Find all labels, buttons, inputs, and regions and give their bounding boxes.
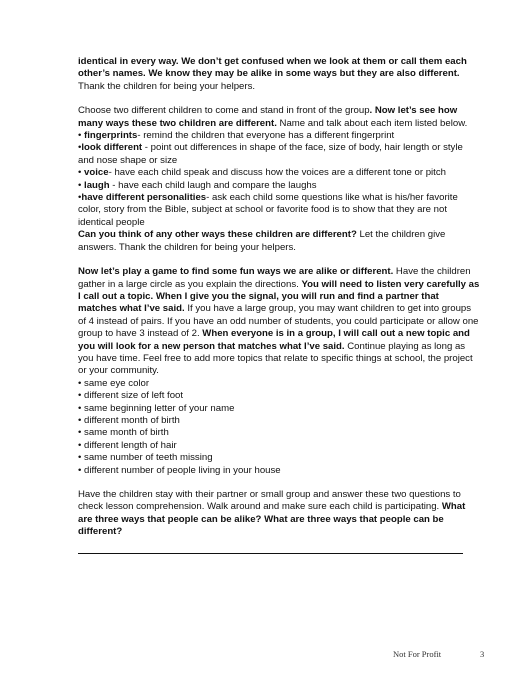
document-body — [78, 56, 480, 539]
paragraph-differences — [78, 105, 480, 130]
game-text-2: If you have a large group, you may want children to get into groups of 4 instead of pairs. If you have an odd number of students, you could participate or allow one group to have 3 instead of 2. — [78, 303, 479, 340]
paragraph-question — [78, 229, 480, 254]
topic-item: • same number of teeth missing — [78, 452, 213, 464]
list-item-desc: - have each child speak and discuss how the voices are a different tone or pitch — [108, 167, 446, 179]
question-text: Let the children give answers. Thank the children for being your helpers. — [78, 229, 446, 253]
list-item-desc: - point out differences in shape of the face, size of body, hair length or style and nose shape or size — [78, 142, 463, 166]
list-item — [78, 142, 480, 167]
bullet: • — [78, 192, 82, 204]
list-item-term: have different personalities — [81, 192, 207, 204]
comprehension-bold: What are three ways that people can be alike? What are three ways that people can be different? — [78, 501, 466, 538]
page-number: 3 — [480, 649, 485, 659]
list-item-desc: - remind the children that everyone has a different fingerprint — [137, 130, 395, 142]
game-text-1: Have the children gather in a large circle as you explain the directions. — [78, 266, 471, 290]
list-item — [78, 180, 480, 192]
bullet: • — [78, 167, 85, 179]
paragraph-intro — [78, 56, 480, 93]
list-item-desc: - have each child laugh and compare the laughs — [109, 179, 317, 191]
intro-bold-text: identical in every way. We don’t get confused when we look at them or call them each other’s names. We know they may be alike in some ways but they are also different. — [78, 56, 467, 80]
list-item-term: laugh — [84, 179, 110, 191]
differences-text-2: Name and talk about each item listed below. — [276, 117, 468, 129]
list-item — [78, 192, 480, 229]
bullet: • — [78, 179, 85, 191]
differences-bold-1: . Now let’s see how many ways these two children are different. — [78, 105, 458, 129]
list-item-desc: - ask each child some questions like what is his/her favorite color, story from the Bible, subject at school or favorite food is to show that they are not identical people — [78, 192, 458, 228]
topic-item: • different length of hair — [78, 439, 177, 451]
bullet: • — [78, 142, 82, 154]
footer-text: Not For Profit — [393, 649, 442, 659]
topic-item: • same eye color — [78, 377, 150, 389]
list-item-term: look different — [81, 142, 143, 154]
paragraph-game — [78, 266, 480, 378]
game-bold-2: You will need to listen very carefully as I call out a topic. When I give you the signal, you will run and find a partner that matches what I’ve said. — [78, 278, 480, 315]
intro-text: Thank the children for being your helpers. — [78, 80, 256, 92]
game-text-3: Continue playing as long as you have time. Feel free to add more topics that relate to specific things at school, the project or your community. — [78, 340, 473, 377]
list-item-term: voice — [84, 167, 109, 179]
list-item — [78, 167, 480, 179]
horizontal-rule — [78, 553, 463, 554]
bullet: • — [78, 130, 85, 142]
list-item-term: fingerprints — [84, 130, 138, 142]
paragraph-comprehension — [78, 489, 480, 539]
game-bold-3: When everyone is in a group, I will call out a new topic and you will look for a new person that matches what I’ve said. — [78, 328, 470, 352]
topic-item: • different month of birth — [78, 414, 180, 426]
game-bold-1: Now let’s play a game to find some fun ways we are alike or different. — [78, 266, 394, 278]
page-footer — [393, 649, 493, 659]
topic-item: • same month of birth — [78, 427, 169, 439]
topic-item: • different number of people living in your house — [78, 464, 281, 476]
differences-text-1: Choose two different children to come and stand in front of the group — [78, 105, 370, 117]
topic-item: • different size of left foot — [78, 390, 184, 402]
topic-item: • same beginning letter of your name — [78, 402, 235, 414]
comprehension-text: Have the children stay with their partner or small group and answer these two questions to check lesson comprehension. Walk around and make sure each child is participating. — [78, 489, 461, 513]
question-bold: Can you think of any other ways these children are different? — [78, 229, 357, 241]
list-item — [78, 130, 480, 142]
